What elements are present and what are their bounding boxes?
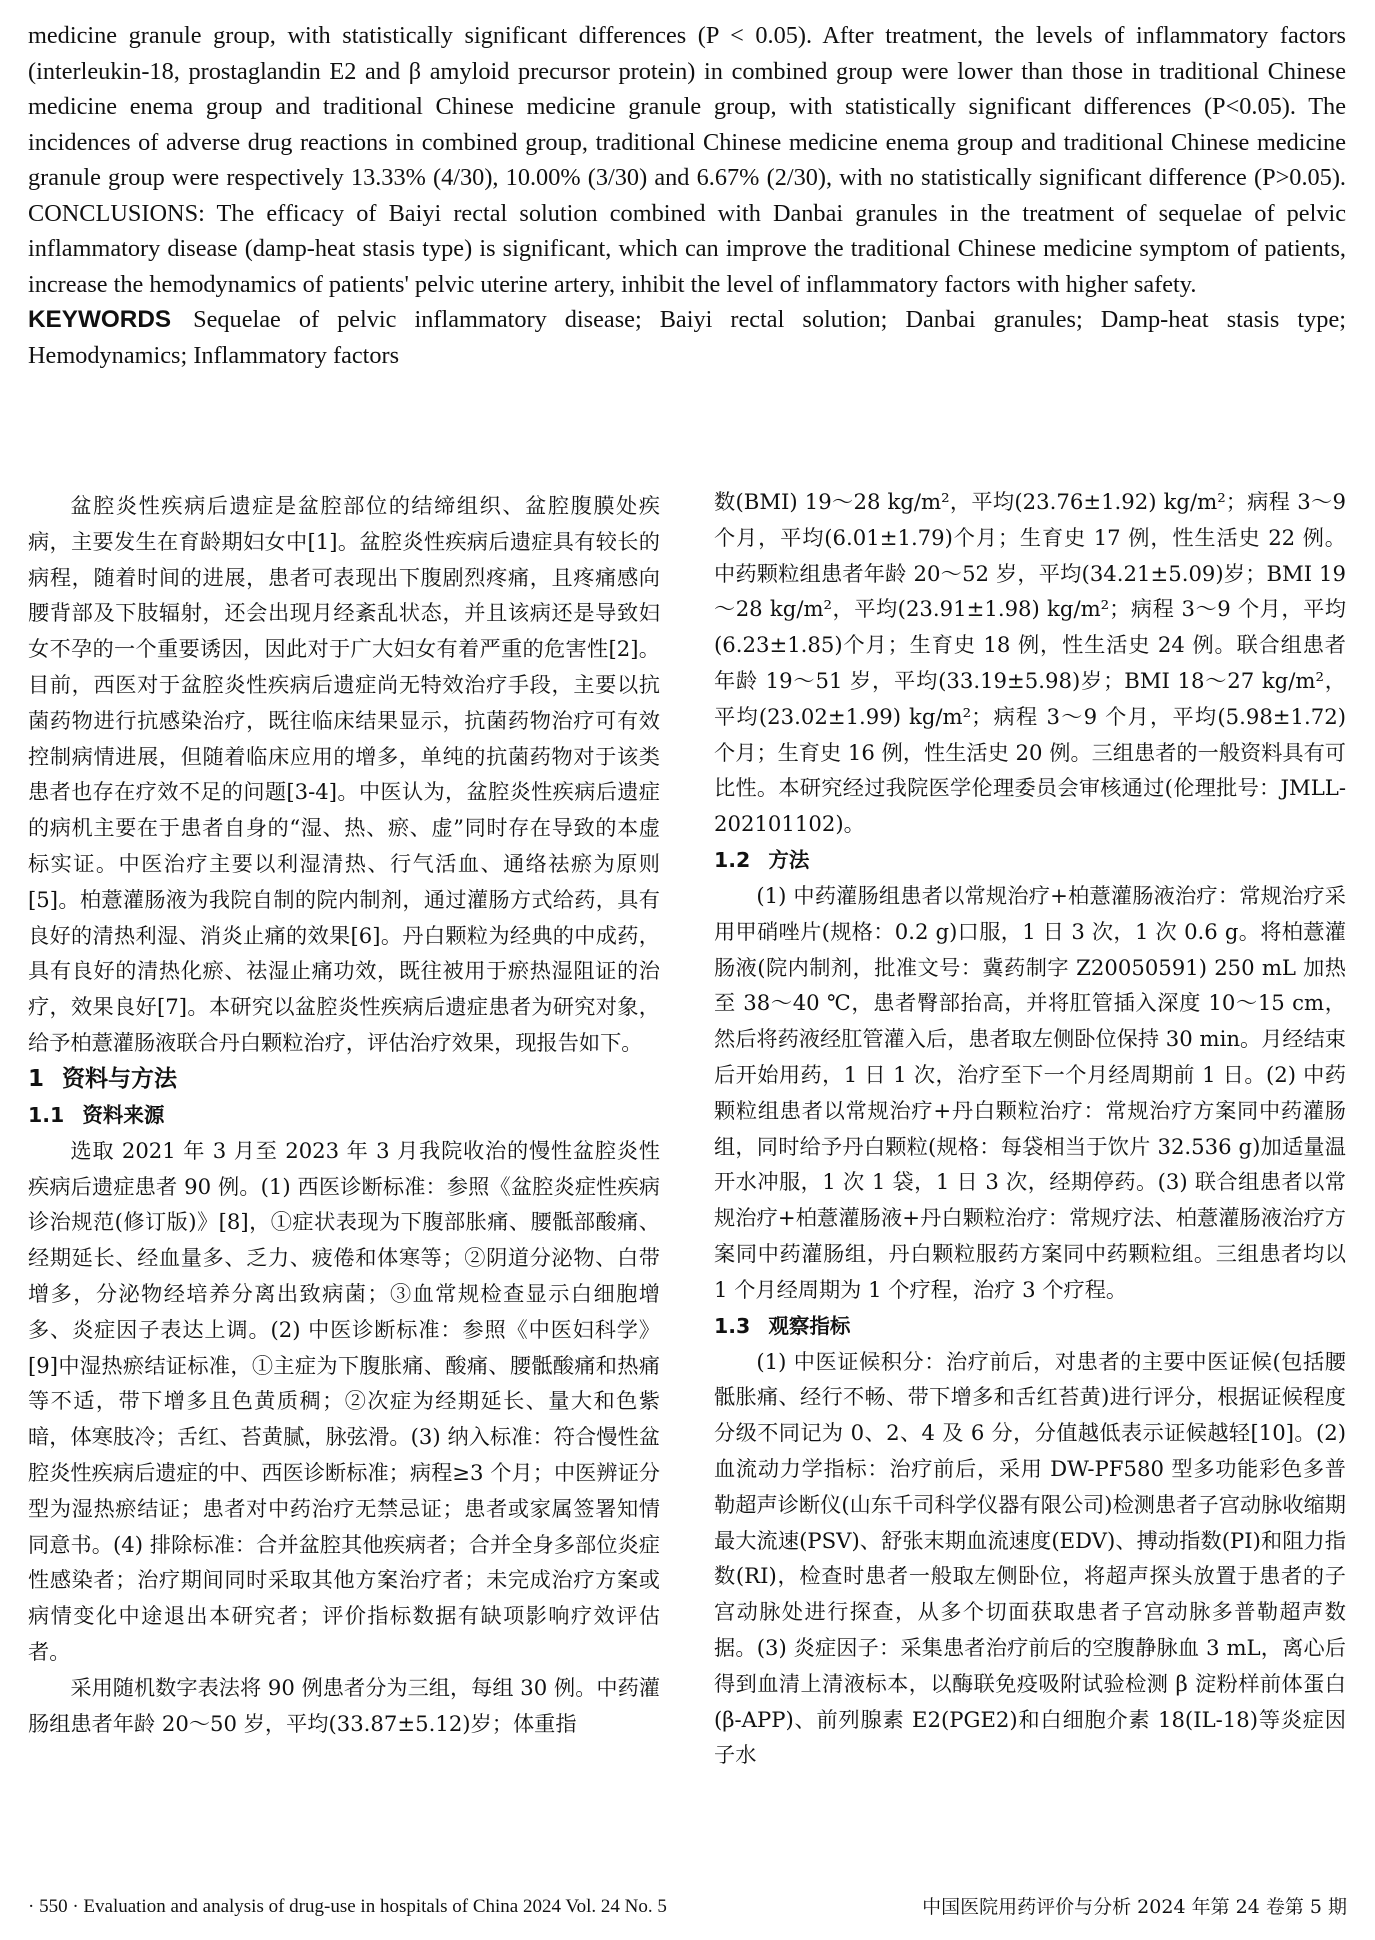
footer-journal-cn: 中国医院用药评价与分析 2024 年第 24 卷第 5 期 xyxy=(922,1896,1347,1918)
keywords-line xyxy=(28,302,1346,373)
section-1-3-paragraph: (1) 中医证候积分：治疗前后，对患者的主要中医证候(包括腰骶胀痛、经行不畅、带下增多和舌红苔黄)进行评分，根据证候程度分级不同记为 0、2、4 及 6 分，分值越低表示证候越轻[10]。(2) 血流动力学指标：治疗前后，采用 DW-PF580 型多功能彩色多普勒超声诊断仪(山东千司科学仪器有限公司)检测患者子宫动脉收缩期最大流速(PSV)、舒张末期血流速度(EDV)、搏动指数(PI)和阻力指数(RI)，检查时患者一般取左侧卧位，将超声探头放置于患者的子宫动脉处进行探查，从多个切面获取患者子宫动脉多普勒超声数据。(3) 炎症因子：采集患者治疗前后的空腹静脉血 3 mL，离心后得到血清上清液标本，以酶联免疫吸附试验检测 β 淀粉样前体蛋白(β-APP)、前列腺素 E2(PGE2)和白细胞介素 18(IL-18)等炎症因子水 xyxy=(714,1348,1346,1768)
left-column xyxy=(28,488,660,1741)
section-1-3-title: 观察指标 xyxy=(768,1313,851,1338)
section-1-2-paragraph: (1) 中药灌肠组患者以常规治疗+柏薏灌肠液治疗：常规治疗采用甲硝唑片(规格：0.2 g)口服，1 日 3 次，1 次 0.6 g。将柏薏灌肠液(院内制剂，批准文号：冀药制字 Z20050591) 250 mL 加热至 38～40 ℃，患者臀部抬高，并将肛管插入深度 10～15 cm，然后将药液经肛管灌入后，患者取左侧卧位保持 30 min。月经结束后开始用药，1 日 1 次，治疗至下一个月经周期前 1 日。(2) 中药颗粒组患者以常规治疗+丹白颗粒治疗：常规治疗方案同中药灌肠组，同时给予丹白颗粒(规格：每袋相当于饮片 32.536 g)加适量温开水冲服，1 次 1 袋，1 日 3 次，经期停药。(3) 联合组患者以常规治疗+柏薏灌肠液+丹白颗粒治疗：常规疗法、柏薏灌肠液治疗方案同中药灌肠组，丹白颗粒服药方案同中药颗粒组。三组患者均以 1 个月经周期为 1 个疗程，治疗 3 个疗程。 xyxy=(714,882,1346,1302)
section-1-title: 资料与方法 xyxy=(62,1065,178,1092)
section-1-heading xyxy=(28,1061,660,1097)
section-1-1-number: 1.1 xyxy=(28,1102,65,1127)
footer-journal-en: · 550 · Evaluation and analysis of drug-use in hospitals of China 2024 Vol. 24 No. 5 xyxy=(28,1896,667,1917)
section-1-2-number: 1.2 xyxy=(714,847,751,872)
section-1-1-paragraph-2: 采用随机数字表法将 90 例患者分为三组，每组 30 例。中药灌肠组患者年龄 20～50 岁，平均(33.87±5.12)岁；体重指 xyxy=(28,1674,660,1736)
continued-paragraph: 数(BMI) 19～28 kg/m²，平均(23.76±1.92) kg/m²；病程 3～9 个月，平均(6.01±1.79)个月；生育史 17 例，性生活史 22 例。中药颗粒组患者年龄 20～52 岁，平均(34.21±5.09)岁；BMI 19～28 kg/m²，平均(23.91±1.98) kg/m²；病程 3～9 个月，平均(6.23±1.85)个月；生育史 18 例，性生活史 24 例。联合组患者年龄 19～51 岁，平均(33.19±5.98)岁；BMI 18～27 kg/m²，平均(23.02±1.99) kg/m²；病程 3～9 个月，平均(5.98±1.72)个月；生育史 16 例，性生活史 20 例。三组患者的一般资料具有可比性。本研究经过我院医学伦理委员会审核通过(伦理批号：JMLL-202101102)。 xyxy=(714,489,1346,837)
section-1-3-heading xyxy=(714,1308,1346,1344)
section-1-3-number: 1.3 xyxy=(714,1313,751,1338)
keywords-label: KEYWORDS xyxy=(28,306,172,333)
section-1-1-title: 资料来源 xyxy=(82,1102,165,1127)
section-1-2-title: 方法 xyxy=(768,847,810,872)
keywords-text: Sequelae of pelvic inflammatory disease; Baiyi rectal solution; Danbai granules; Damp-heat stasis type; Hemodynamics; Inflammatory factors xyxy=(28,306,1346,369)
abstract-section xyxy=(28,18,1346,373)
intro-paragraph: 盆腔炎性疾病后遗症是盆腔部位的结缔组织、盆腔腹膜处疾病，主要发生在育龄期妇女中[1]。盆腔炎性疾病后遗症具有较长的病程，随着时间的进展，患者可表现出下腹剧烈疼痛，且疼痛感向腰背部及下肢辐射，还会出现月经紊乱状态，并且该病还是导致妇女不孕的一个重要诱因，因此对于广大妇女有着严重的危害性[2]。目前，西医对于盆腔炎性疾病后遗症尚无特效治疗手段，主要以抗菌药物进行抗感染治疗，既往临床结果显示，抗菌药物治疗可有效控制病情进展，但随着临床应用的增多，单纯的抗菌药物对于该类患者也存在疗效不足的问题[3-4]。中医认为，盆腔炎性疾病后遗症的病机主要在于患者自身的“湿、热、瘀、虚”同时存在导致的本虚标实证。中医治疗主要以利湿清热、行气活血、通络祛瘀为原则[5]。柏薏灌肠液为我院自制的院内制剂，通过灌肠方式给药，具有良好的清热利湿、消炎止痛的效果[6]。丹白颗粒为经典的中成药，具有良好的清热化瘀、祛湿止痛功效，既往被用于瘀热湿阻证的治疗，效果良好[7]。本研究以盆腔炎性疾病后遗症患者为研究对象，给予柏薏灌肠液联合丹白颗粒治疗，评估治疗效果，现报告如下。 xyxy=(28,493,660,1055)
section-1-2-heading xyxy=(714,842,1346,878)
abstract-text: medicine granule group, with statistically significant differences (P < 0.05). After treatment, the levels of inflammatory factors (interleukin-18, prostaglandin E2 and β amyloid precursor protein) in combined group were lower than those in traditional Chinese medicine enema group and traditional Chinese medicine granule group, with statistically significant differences (P<0.05). The incidences of adverse drug reactions in combined group, traditional Chinese medicine enema group and traditional Chinese medicine granule group were respectively 13.33% (4/30), 10.00% (3/30) and 6.67% (2/30), with no statistically significant difference (P>0.05). CONCLUSIONS: The efficacy of Baiyi rectal solution combined with Danbai granules in the treatment of sequelae of pelvic inflammatory disease (damp-heat stasis type) is significant, which can improve the traditional Chinese medicine symptom of patients, increase the hemodynamics of patients' pelvic uterine artery, inhibit the level of inflammatory factors with higher safety. xyxy=(28,22,1346,298)
section-1-1-heading xyxy=(28,1097,660,1133)
right-column xyxy=(714,484,1346,1773)
section-1-1-paragraph-1: 选取 2021 年 3 月至 2023 年 3 月我院收治的慢性盆腔炎性疾病后遗症患者 90 例。(1) 西医诊断标准：参照《盆腔炎症性疾病诊治规范(修订版)》[8]，①症状表现为下腹部胀痛、腰骶部酸痛、经期延长、经血量多、乏力、疲倦和体寒等；②阴道分泌物、白带增多，分泌物经培养分离出致病菌；③血常规检查显示白细胞增多、炎症因子表达上调。(2) 中医诊断标准：参照《中医妇科学》[9]中湿热瘀结证标准，①主症为下腹胀痛、酸痛、腰骶酸痛和热痛等不适，带下增多且色黄质稠；②次症为经期延长、量大和色紫暗，体寒肢冷；舌红、苔黄腻，脉弦滑。(3) 纳入标准：符合慢性盆腔炎性疾病后遗症的中、西医诊断标准；病程≥3 个月；中医辨证分型为湿热瘀结证；患者对中药治疗无禁忌证；患者或家属签署知情同意书。(4) 排除标准：合并盆腔其他疾病者；合并全身多部位炎症性感染者；治疗期间同时采取其他方案治疗者；未完成治疗方案或病情变化中途退出本研究者；评价指标数据有缺项影响疗效评估者。 xyxy=(28,1137,660,1664)
section-1-number: 1 xyxy=(28,1065,45,1092)
